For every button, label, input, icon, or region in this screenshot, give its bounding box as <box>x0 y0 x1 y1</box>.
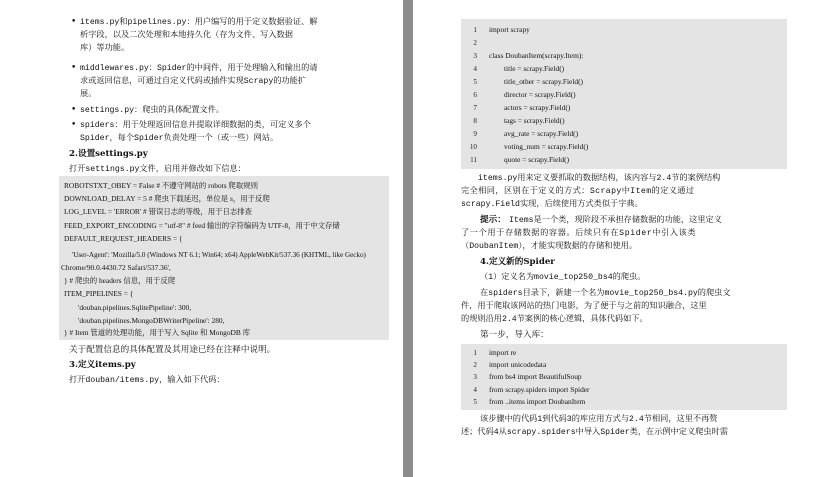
code-line: from ..items import DoubanItem <box>489 397 586 406</box>
line-number: 7 <box>473 104 477 112</box>
code-line: 'douban.pipelines.MongoDBWriterPipeline': 280, <box>78 316 225 325</box>
line-number: 9 <box>473 130 477 138</box>
code-line: DOWNLOAD_DELAY = 5 # 爬虫下载延迟，单位是 s，用于反爬 <box>64 194 270 203</box>
para-last-line-2: 述；代码4从scrapy.spiders中导入Spider类，在示例中定义爬虫时需 <box>461 428 728 437</box>
heading-settings: 2.设置settings.py <box>69 149 148 159</box>
para-spider-line-3: 的规则沿用2.4节案例的核心逻辑，具体代码如下。 <box>461 315 648 324</box>
code-line: title_other = scrapy.Field() <box>504 77 584 86</box>
code-line: quote = scrapy.Field() <box>504 155 570 164</box>
bullet-4-line-2: Spider，每个Spider负责处理一个（或一些）网站。 <box>80 134 279 143</box>
para-items-line-3: scrapy.Field实现，后续使用方式类似于字典。 <box>461 200 643 209</box>
line-number: 3 <box>473 52 477 60</box>
step-one: 第一步，导入库： <box>480 330 549 340</box>
para-items-line-1: items.py用来定义要抓取的数据结构，该内容与2.4节的案例结构 <box>478 174 721 183</box>
code-line: title = scrapy.Field() <box>504 64 565 73</box>
bullet-1-line-1: items.py和pipelines.py：用户编写的用于定义数据验证、解 <box>80 18 318 27</box>
line-number: 8 <box>473 117 477 125</box>
code-line: 'douban.pipelines.SqlitePipeline': 300, <box>78 303 192 312</box>
code-line: import unicodedata <box>489 360 547 369</box>
bullet-dot: • <box>71 105 77 115</box>
tip-line-3: （DoubanItem），才能实现数据的存储和使用。 <box>461 242 638 251</box>
line-number: 2 <box>473 361 477 369</box>
bullet-2-line-1: middlewares.py：Spider的中间件，用于处理输入和输出的请 <box>80 64 318 73</box>
code-line: from scrapy.spiders import Spider <box>489 385 590 394</box>
code-line: } # 爬虫的 headers 信息，用于反爬 <box>64 276 176 285</box>
code-line: ROBOTSTXT_OBEY = False # 不遵守网站的 robots 爬取规则 <box>64 181 258 190</box>
sub-heading: （1）定义名为movie_top250_bs4的爬虫。 <box>480 273 646 282</box>
bullet-1-line-3: 库）等功能。 <box>80 44 130 53</box>
para-spider-line-2: 件，用于爬取该网站的热门电影，为了便于与之前的知识融合，这里 <box>461 302 707 311</box>
tip-label: 提示： <box>480 215 506 225</box>
heading-spider: 4.定义新的Spider <box>480 257 555 267</box>
left-page <box>0 0 403 477</box>
line-number: 6 <box>473 91 477 99</box>
bullet-dot: • <box>71 17 77 27</box>
code-line: Chrome/90.0.4430.72 Safari/537.36', <box>61 263 171 272</box>
bullet-4-line-1: spiders：用于处理返回信息并提取详细数据的类，可定义多个 <box>80 121 311 130</box>
line-number: 11 <box>470 156 477 164</box>
para-last-line-1: 该步骤中的代码1到代码3的库应用方式与2.4节相同，这里不再赘 <box>480 415 718 424</box>
code-line: from bs4 import BeautifulSoup <box>489 372 582 381</box>
line-number: 5 <box>473 78 477 86</box>
line-number: 2 <box>473 39 477 47</box>
page-gutter <box>403 0 413 477</box>
code-line: tags = scrapy.Field() <box>504 116 565 125</box>
bullet-2-line-2: 求或返回信息，可通过自定义代码或插件实现Scrapy的功能扩 <box>80 77 306 86</box>
para-items-line-2: 完全相同，区别在于定义的方式：Scrapy中Item的定义通过 <box>461 187 695 196</box>
code-line: ITEM_PIPELINES = { <box>64 289 134 298</box>
bullet-2-line-3: 展。 <box>80 90 97 99</box>
bullet-1-line-2: 析字段，以及二次处理和本地持久化（存为文件、写入数据 <box>80 31 293 40</box>
line-number: 3 <box>473 373 477 381</box>
code-line: 'User-Agent': 'Mozilla/5.0 (Windows NT 6.1; Win64; x64) AppleWebKit/537.36 (KHTML, like Gecko) <box>72 251 366 259</box>
para-about-config: 关于配置信息的具体配置及其用途已经在注释中说明。 <box>69 345 276 355</box>
line-number: 1 <box>473 26 477 34</box>
code-line: FEED_EXPORT_ENCODING = "utf-8" # feed 输出的字符编码为 UTF-8，用于中文存储 <box>64 221 340 230</box>
code-line: import re <box>489 348 517 357</box>
code-line: director = scrapy.Field() <box>504 90 576 99</box>
line-number: 10 <box>469 143 477 151</box>
tip-line-1: Items是一个类，现阶段不承担存储数据的功能，这里定义 <box>509 216 722 225</box>
para-spider-line-1: 在spiders目录下，新建一个名为movie_top250_bs4.py的爬虫文 <box>480 289 731 298</box>
tip-line-2: 了一个用于存储数据的容器。后续只有在Spider中引入该类 <box>461 229 697 238</box>
code-line: voting_num = scrapy.Field() <box>504 142 589 151</box>
line-number: 5 <box>473 398 477 406</box>
code-line: LOG_LEVEL = 'ERROR' # 错误日志的等级，用于日志排查 <box>64 207 253 216</box>
para-open-settings: 打开settings.py文件，启用并修改如下信息： <box>69 165 246 174</box>
bullet-dot: • <box>71 120 77 130</box>
code-line: DEFAULT_REQUEST_HEADERS = { <box>64 234 183 243</box>
code-line: actors = scrapy.Field() <box>504 103 571 112</box>
para-open-items: 打开douban/items.py，输入如下代码： <box>69 376 225 385</box>
code-line: } # Item 管道的处理功能，用于写入 Sqlite 和 MongoDB 库 <box>64 328 251 337</box>
line-number: 4 <box>473 386 477 394</box>
bullet-3-line-1: settings.py：爬虫的具体配置文件。 <box>80 106 225 115</box>
right-page <box>413 0 819 477</box>
code-line: class DoubanItem(scrapy.Item): <box>489 51 584 60</box>
code-line: import scrapy <box>489 25 530 34</box>
heading-items: 3.定义items.py <box>69 360 136 370</box>
code-line: avg_rate = scrapy.Field() <box>504 129 579 138</box>
line-number: 4 <box>473 65 477 73</box>
bullet-dot: • <box>71 63 77 73</box>
line-number: 1 <box>473 349 477 357</box>
